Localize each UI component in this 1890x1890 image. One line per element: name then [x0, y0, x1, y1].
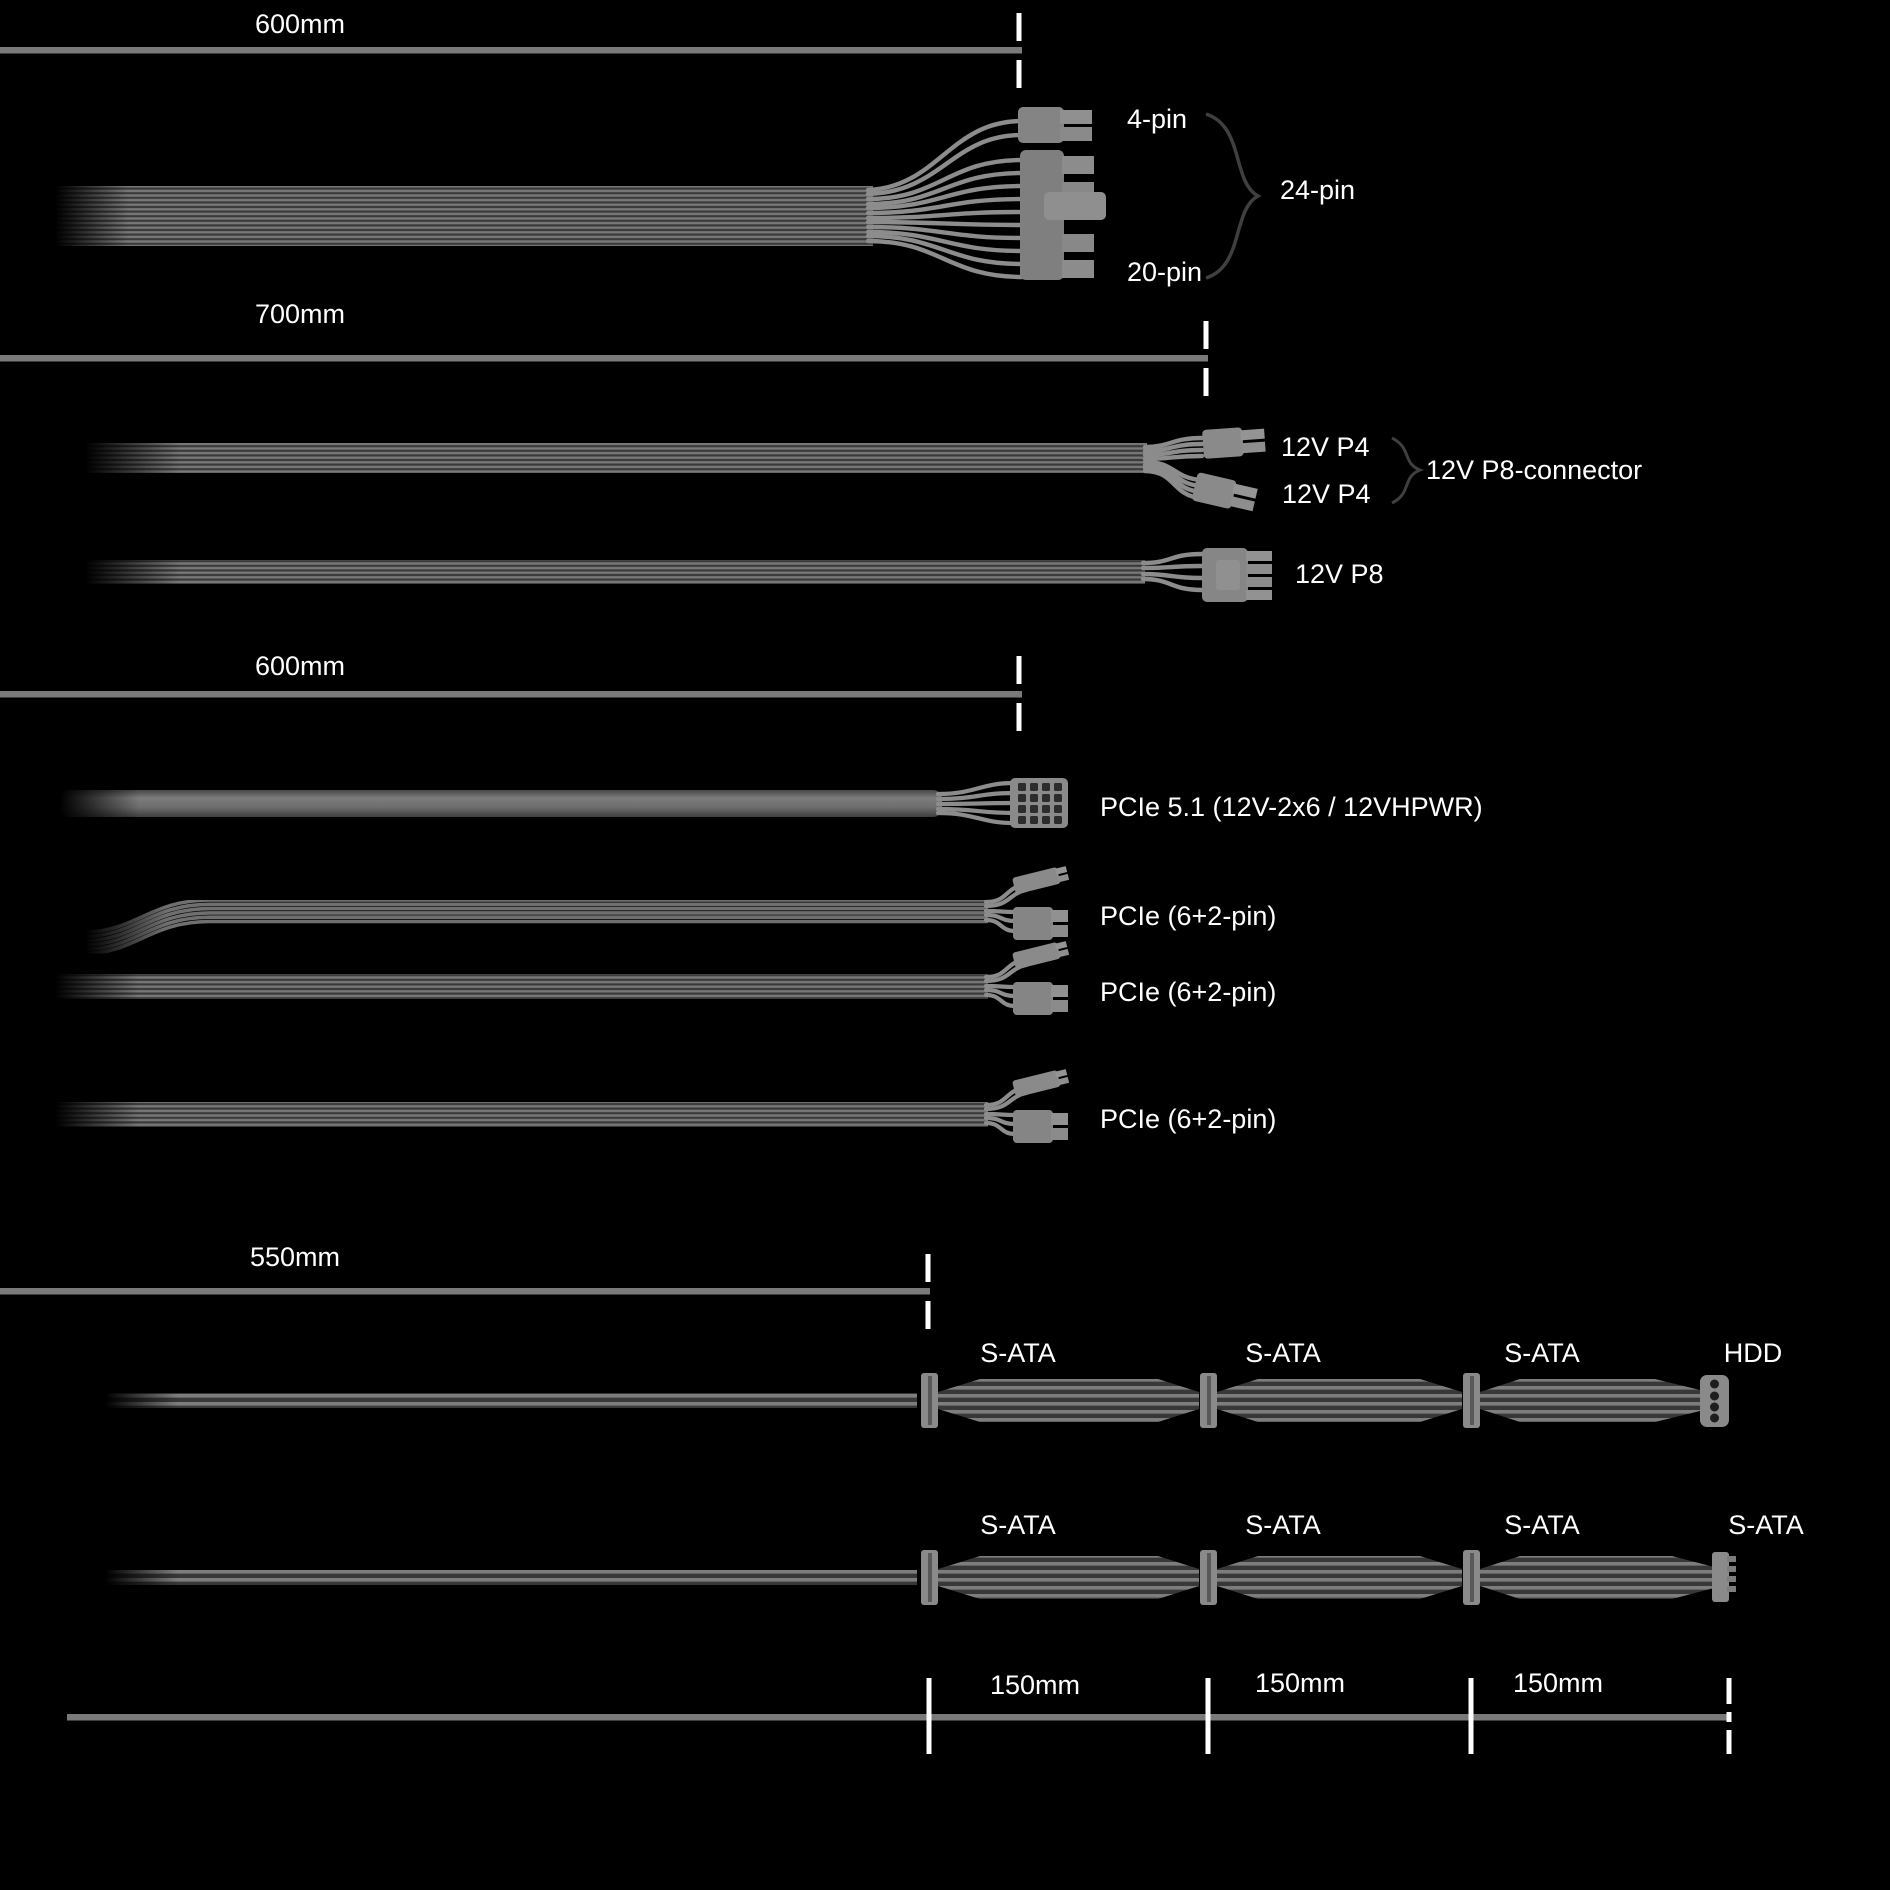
- label-24-pin: 24-pin: [1280, 175, 1356, 205]
- label-sata-2-4: S-ATA: [1728, 1510, 1804, 1540]
- pcie62-sense-connector-1: [1012, 865, 1069, 895]
- brace-24pin: [1206, 114, 1258, 278]
- label-12v-p8-connector: 12V P8-connector: [1426, 455, 1643, 485]
- atx-4pin-connector: [1018, 107, 1092, 143]
- label-sata-2-3: S-ATA: [1504, 1510, 1580, 1540]
- measure-700mm: [0, 321, 1209, 396]
- measure-label-cpu: 700mm: [255, 299, 346, 329]
- segment-label-150mm-1: 150mm: [989, 1670, 1081, 1700]
- pcie62-main-connector-3: [1013, 1110, 1068, 1143]
- measure-label-sata: 550mm: [250, 1242, 341, 1272]
- label-4-pin: 4-pin: [1127, 104, 1188, 134]
- atx-20pin-connector: [1020, 150, 1106, 280]
- sata-connector: [1200, 1373, 1217, 1428]
- sata-connector: [921, 1373, 938, 1428]
- pcie62-main-connector-2: [1013, 982, 1068, 1015]
- pcie62-cable-1: [85, 865, 1069, 954]
- sata-connector: [1463, 1373, 1480, 1428]
- pcie62-main-connector-1: [1013, 907, 1068, 940]
- label-sata-1-3: S-ATA: [1504, 1338, 1580, 1368]
- label-pcie-6plus2-1: PCIe (6+2-pin): [1100, 901, 1277, 931]
- label-12v-p8: 12V P8: [1295, 559, 1384, 589]
- cpu-p8-cable: [85, 548, 1272, 602]
- measure-150mm-ruler: [67, 1678, 1732, 1754]
- hdd-connector: [1700, 1375, 1729, 1427]
- sata-connector: [1463, 1550, 1480, 1605]
- sata-end-connector: [1712, 1552, 1736, 1602]
- measure-550mm: [0, 1254, 931, 1329]
- cpu-p4p4-cable: [85, 426, 1420, 515]
- label-20-pin: 20-pin: [1127, 257, 1203, 287]
- measure-600mm-atx: [0, 13, 1022, 88]
- cpu-p8-connector: [1202, 548, 1272, 602]
- cpu-p4-connector-top: [1202, 426, 1266, 459]
- segment-label-150mm-2: 150mm: [1254, 1668, 1346, 1698]
- measure-label-pcie: 600mm: [255, 651, 346, 681]
- label-sata-1-1: S-ATA: [980, 1338, 1056, 1368]
- pcie62-sense-connector-2: [1012, 940, 1069, 970]
- label-pcie-5-1: PCIe 5.1 (12V-2x6 / 12VHPWR): [1100, 792, 1483, 822]
- label-hdd: HDD: [1723, 1338, 1783, 1368]
- sata-chain-1: [105, 1373, 1729, 1428]
- measure-600mm-pcie: [0, 656, 1022, 731]
- sata-connector: [921, 1550, 938, 1605]
- label-12v-p4-bottom: 12V P4: [1282, 479, 1371, 509]
- label-sata-2-1: S-ATA: [980, 1510, 1056, 1540]
- segment-label-150mm-3: 150mm: [1512, 1668, 1604, 1698]
- label-sata-2-2: S-ATA: [1245, 1510, 1321, 1540]
- pcie5-cable: [60, 778, 1068, 828]
- brace-p8-group: [1392, 438, 1420, 503]
- pcie62-cable-2: [55, 940, 1069, 1015]
- label-12v-p4-top: 12V P4: [1281, 432, 1370, 462]
- pcie5-12vhpwr-connector: [1010, 778, 1068, 828]
- pcie62-cable-3: [55, 1068, 1069, 1143]
- sata-chain-2: [105, 1550, 1736, 1605]
- measure-label-atx: 600mm: [255, 9, 346, 39]
- atx-fanout-wires: [868, 121, 1022, 277]
- sata-connector: [1200, 1550, 1217, 1605]
- label-sata-1-2: S-ATA: [1245, 1338, 1321, 1368]
- pcie62-sense-connector-3: [1012, 1068, 1069, 1098]
- label-pcie-6plus2-2: PCIe (6+2-pin): [1100, 977, 1277, 1007]
- label-pcie-6plus2-3: PCIe (6+2-pin): [1100, 1104, 1277, 1134]
- atx-cable: [55, 104, 1258, 280]
- cpu-p4-connector-bottom: [1191, 472, 1258, 514]
